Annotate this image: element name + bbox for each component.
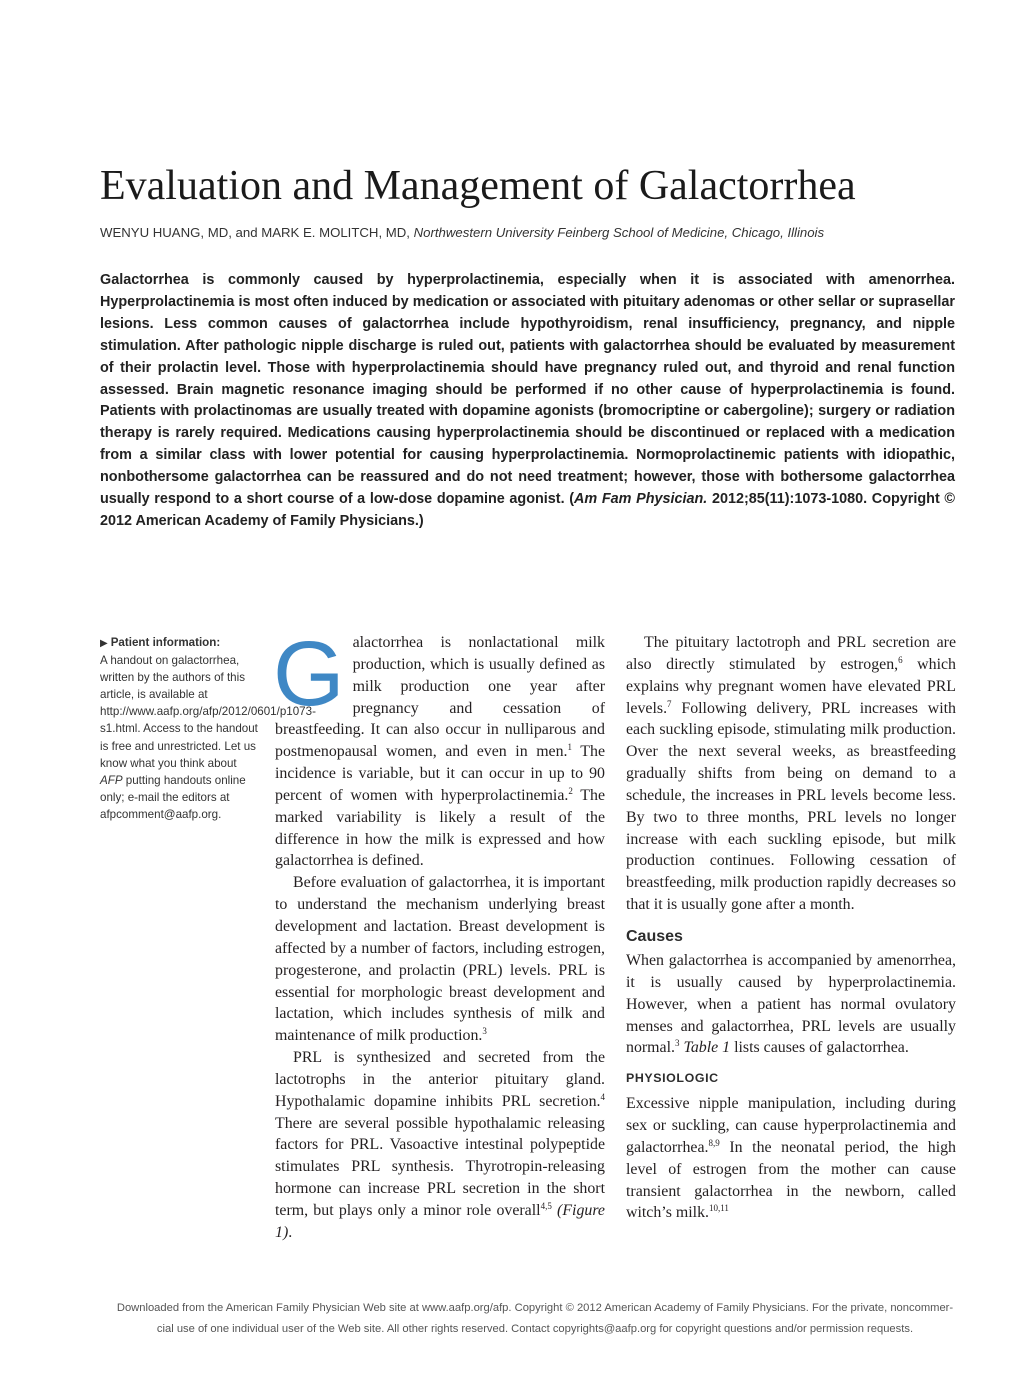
article-title: Evaluation and Management of Galactorrhea bbox=[100, 163, 856, 209]
paragraph-causes bbox=[626, 950, 956, 1059]
body-column-2 bbox=[626, 632, 956, 1224]
footer-line-1: Downloaded from the American Family Physician Web site at www.aafp.org/afp. Copyright © 2012 American Academy of Family Physicians. For the private, noncommer- bbox=[116, 1302, 954, 1314]
reference: 4,5 bbox=[540, 1200, 552, 1211]
affiliation: Northwestern University Feinberg School of Medicine, Chicago, Illinois bbox=[413, 225, 825, 240]
abstract bbox=[100, 270, 955, 533]
paragraph-breast-development bbox=[275, 872, 605, 1047]
reference: 6 bbox=[898, 654, 903, 665]
text-run: When galactorrhea is accompanied by amenorrhea, it is usually caused by hyperprolactinemia. However, when a patient has normal ovulatory menses and galactorrhea, PRL levels are usually normal. bbox=[626, 951, 956, 1057]
text-run: The marked variability is likely a result of the difference in how the milk is expressed and how galactorrhea is defined. bbox=[275, 786, 605, 870]
figure-reference: (Figure 1) bbox=[275, 1201, 605, 1241]
sidebar-text-1: A handout on galactorrhea, written by the authors of this article, is available at http://www.aafp.org/afp/2012/0601/p1073-s1.html. Access to the handout is free and unrestricted. Let us know what you think about bbox=[100, 654, 316, 770]
paragraph-prl-synthesis bbox=[275, 1047, 605, 1244]
reference: 2 bbox=[568, 785, 573, 796]
reference: 3 bbox=[674, 1038, 680, 1049]
drop-cap: G bbox=[273, 623, 345, 725]
patient-information-sidebar bbox=[100, 634, 316, 823]
triangle-arrow-icon: ▶ bbox=[100, 638, 108, 649]
text-run: alactorrhea is nonlactational milk production, which is usually defined as milk production one year after pregnancy and cessation of breastfeeding. It can also occur in nulliparous and postmenopausal women, and even in men. bbox=[275, 634, 605, 761]
download-footer bbox=[100, 1298, 970, 1340]
text-run: The incidence is variable, but it can occur in up to 90 percent of women with hyperprolactinemia. bbox=[275, 743, 605, 804]
text-run: Following delivery, PRL increases with each suckling episode, stimulating milk production. Over the next several weeks, as breastfeeding gradually shifts from being on demand to a schedule, the increases in PRL levels become less. By two to three months, PRL levels no longer increase with each suckling episode, but milk production continues. Following cessation of breastfeeding, milk production rapidly decreases so that it is usually gone after a month. bbox=[626, 699, 956, 914]
text-run: which explains why pregnant women have elevated PRL levels. bbox=[626, 655, 957, 717]
abstract-body: Galactorrhea is commonly caused by hyperprolactinemia, especially when it is associated with amenorrhea. Hyperprolactinemia is most often induced by medication or associated with pituitary adenomas or other sellar or suprasellar lesions. Less common causes of galactorrhea include hypothyroidism, renal insufficiency, pregnancy, and nipple stimulation. After pathologic nipple discharge is ruled out, patients with galactorrhea should be evaluated by measurement of their prolactin level. Those with hyperprolactinemia should have pregnancy ruled out, and thyroid and renal function assessed. Brain magnetic resonance imaging should be performed if no other cause of hyperprolactinemia is found. Patients with prolactinomas are usually treated with dopamine agonists (bromocriptine or cabergoline); surgery or radiation therapy is rarely required. Medications causing hyperprolactinemia should be discontinued or replaced with a medication from a similar class with lower potential for causing hyperprolactinemia. Normoprolactinemic patients with idiopathic, nonbothersome galactorrhea can be reassured and do not need treatment; however, those with bothersome galactorrhea usually respond to a short course of a low-dose dopamine agonist. ( bbox=[100, 272, 955, 508]
text-run: There are several possible hypothalamic releasing factors for PRL. Vasoactive intestinal polypeptide stimulates PRL synthesis. Thyrotropin-releasing hormone can increase PRL secretion in the short term, but plays only a minor role overall bbox=[275, 1114, 605, 1219]
sidebar-text-2: putting handouts online only; e-mail the editors at afpcomment@aafp.org. bbox=[100, 773, 246, 821]
table-reference: Table 1 bbox=[683, 1039, 731, 1057]
text-run: Excessive nipple manipulation, including during sex or suckling, can cause hyperprolactinemia and galactorrhea. bbox=[626, 1095, 956, 1156]
reference: 3 bbox=[482, 1026, 487, 1037]
reference: 8,9 bbox=[708, 1137, 720, 1148]
sidebar-text bbox=[100, 652, 316, 823]
text-run: The pituitary lactotroph and PRL secretion are also directly stimulated by estrogen, bbox=[626, 634, 956, 673]
section-heading-causes: Causes bbox=[626, 927, 683, 945]
reference: 4 bbox=[600, 1091, 605, 1102]
footer-line-2: cial use of one individual user of the Web site. All other rights reserved. Contact copyrights@aafp.org for copyright questions and/or permission requests. bbox=[156, 1323, 914, 1335]
reference: 1 bbox=[567, 742, 573, 753]
paragraph-estrogen bbox=[626, 632, 956, 916]
reference: 7 bbox=[667, 698, 672, 709]
abstract-citation: 2012;85(11):1073-1080. Copyright © 2012 American Academy of Family Physicians.) bbox=[100, 491, 955, 529]
subsection-heading-physiologic: PHYSIOLOGIC bbox=[626, 1071, 719, 1086]
authors: WENYU HUANG, MD, and MARK E. MOLITCH, MD, bbox=[100, 225, 410, 240]
byline bbox=[100, 224, 980, 242]
paragraph-intro bbox=[273, 623, 605, 872]
abstract-journal: Am Fam Physician. bbox=[574, 491, 708, 508]
sidebar-heading: Patient information: bbox=[110, 636, 221, 649]
body-column-1 bbox=[273, 623, 605, 1244]
text-run: lists causes of galactorrhea. bbox=[730, 1039, 909, 1057]
text-run: Before evaluation of galactorrhea, it is important to understand the mechanism underlying breast development and lactation. Breast development is affected by a number of factors, including estrogen, progesterone, and prolactin (PRL) levels. PRL is essential for morphologic breast development and lactation, which includes synthesis of milk and maintenance of milk production. bbox=[275, 874, 605, 1045]
sidebar-journal-abbrev: AFP bbox=[100, 773, 123, 787]
paragraph-physiologic bbox=[626, 1093, 956, 1224]
text-run: PRL is synthesized and secreted from the lactotrophs in the anterior pituitary gland. Hypothalamic dopamine inhibits PRL secretion. bbox=[275, 1049, 605, 1110]
text-run: . bbox=[288, 1223, 293, 1241]
reference: 10,11 bbox=[708, 1203, 729, 1214]
text-run: In the neonatal period, the high level of estrogen from the mother can cause transient galactorrhea in the newborn, called witch’s milk. bbox=[626, 1138, 956, 1222]
